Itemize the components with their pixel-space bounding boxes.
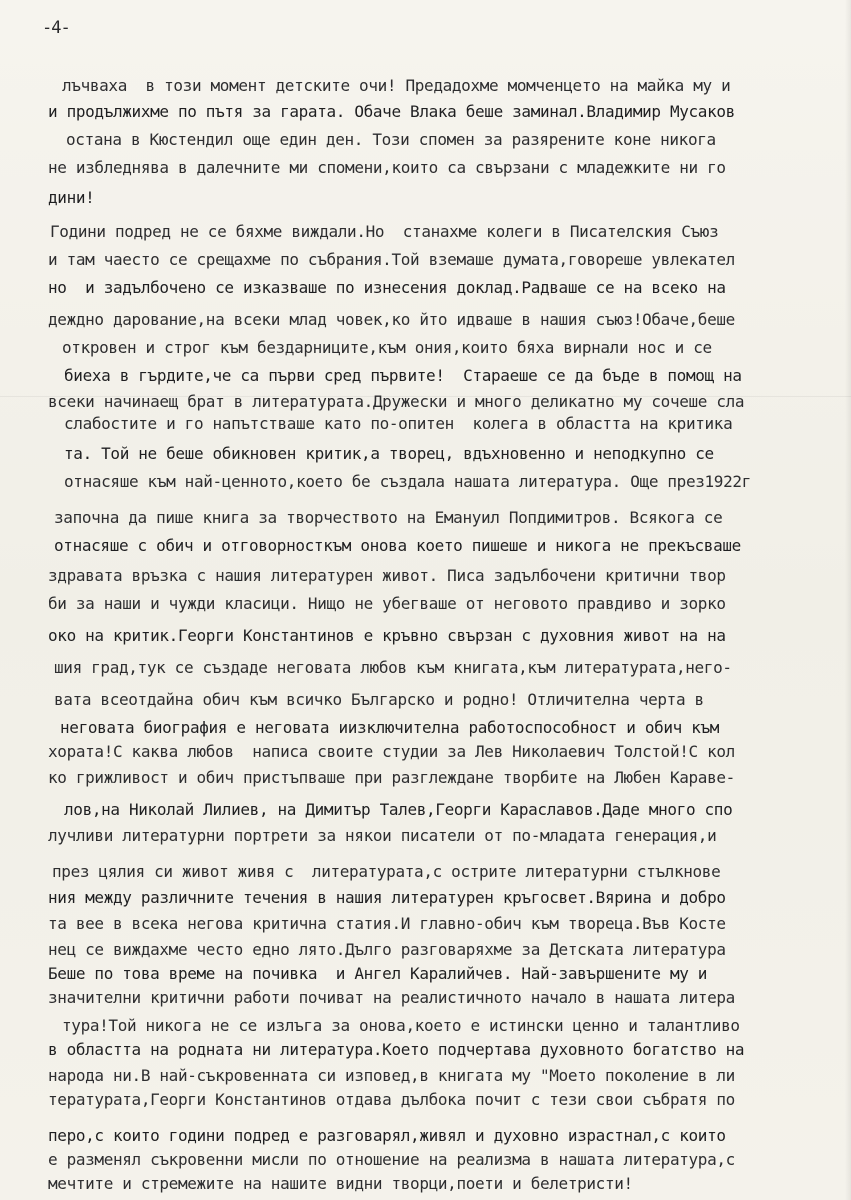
text-line: но и задълбочено се изказваше по изнесения доклад.Радваше се на всеко на	[48, 278, 726, 297]
text-line: мечтите и стремежите на нашите видни творци,поети и белетристи!	[48, 1174, 633, 1193]
text-line: нец се виждахме често едно лято.Дълго разговаряхме за Детската литература	[48, 940, 726, 959]
text-line: не избледнява в далечните ми спомени,които са свързани с младежките ни го	[48, 158, 726, 177]
text-line: и продължихме по пътя за гарата. Обаче Влака беше заминал.Владимир Мусаков	[48, 102, 735, 121]
text-line: ко грижливост и обич пристъпваше при разглеждане творбите на Любен Караве-	[48, 768, 735, 787]
text-line: тура!Той никога не се излъга за онова,което е истински ценно и талантливо	[62, 1016, 740, 1035]
page-number: -4-	[42, 18, 70, 38]
text-line: перо,с които години подред е разговарял,живял и духовно израстнал,с които	[48, 1126, 726, 1145]
text-line: та вее в всека негова критична статия.И главно-обич към твореца.Във Косте	[48, 914, 726, 933]
text-line: в областта на родната ни литература.Което подчертава духовното богатство на	[48, 1040, 745, 1059]
text-line: откровен и строг към бездарниците,към ония,които бяха вирнали нос и се	[62, 338, 712, 357]
text-line: е разменял съкровенни мисли по отношение на реализма в нашата литература,с	[48, 1150, 735, 1169]
page-edge-shadow	[845, 0, 851, 1200]
text-line: Беше по това време на почивка и Ангел Каралийчев. Най-завършените му и	[48, 964, 708, 983]
text-line: око на критик.Георги Константинов е кръвно свързан с духовния живот на на	[48, 626, 726, 645]
text-line: отнасяше към най-ценното,което бе създала нашата литература. Още през1922г	[64, 472, 751, 491]
text-line: дини!	[48, 188, 95, 207]
text-line: и там чаесто се срещахме по събрания.Той вземаше думата,говореше увлекател	[48, 250, 735, 269]
text-line: вата всеотдайна обич към всичко Българско и родно! Отличителна черта в	[54, 690, 704, 709]
text-line: Години подред не се бяхме виждали.Но станахме колеги в Писателския Съюз	[50, 222, 719, 241]
text-line: та. Той не беше обикновен критик,а творец, вдъхновенно и неподкупно се	[64, 444, 714, 463]
text-line: слабостите и го напътстваше като по-опитен колега в областта на критика	[64, 414, 733, 433]
text-line: отнасяше с обич и отговорносткъм онова което пишеше и никога не прекъсваше	[54, 536, 741, 555]
text-line: остана в Кюстендил още един ден. Този спомен за разярените коне никога	[66, 130, 716, 149]
text-line: тературата,Георги Константинов отдава дълбока почит с тези свои събратя по	[48, 1090, 735, 1109]
text-line: шия град,тук се създаде неговата любов към книгата,към литературата,него-	[54, 658, 732, 677]
text-line: здравата връзка с нашия литературен живот. Писа задълбочени критични твор	[48, 566, 726, 585]
text-line: деждно дарование,на всеки млад човек,ко йто идваше в нашия съюз!Обаче,беше	[48, 310, 735, 329]
text-line: лов,на Николай Лилиев, на Димитър Талев,Георги Караславов.Даде много спо	[64, 800, 733, 819]
text-line: хората!С каква любов написа своите студии за Лев Николаевич Толстой!С кол	[48, 742, 735, 761]
text-line: народа ни.В най-съкровенната си изповед,в книгата му "Моето поколение в ли	[48, 1066, 735, 1085]
text-line: лъчваха в този момент детските очи! Предадохме момченцето на майка му и	[62, 76, 731, 95]
text-line: биеха в гърдите,че са първи сред първите! Стараеше се да бъде в помощ на	[64, 366, 742, 385]
text-line: започна да пише книга за творчеството на Емануил Попдимитров. Всякога се	[54, 508, 723, 527]
text-line: през цялия си живот живя с литературата,с острите литературни стълкнове	[52, 862, 721, 881]
text-line: ния между различните течения в нашия литературен кръгосвет.Вярина и добро	[48, 888, 726, 907]
text-line: значителни критични работи почиват на реалистичното начало в нашата литера	[48, 988, 735, 1007]
text-line: би за наши и чужди класици. Нищо не убегваше от неговото правдиво и зорко	[48, 594, 726, 613]
text-line: лучливи литературни портрети за някои писатели от по-младата генерация,и	[48, 826, 717, 845]
text-line: всеки начинаещ брат в литературата.Дружески и много деликатно му сочеше сла	[48, 392, 745, 411]
text-line: неговата биография е неговата иизключителна работоспособност и обич към	[60, 718, 720, 737]
